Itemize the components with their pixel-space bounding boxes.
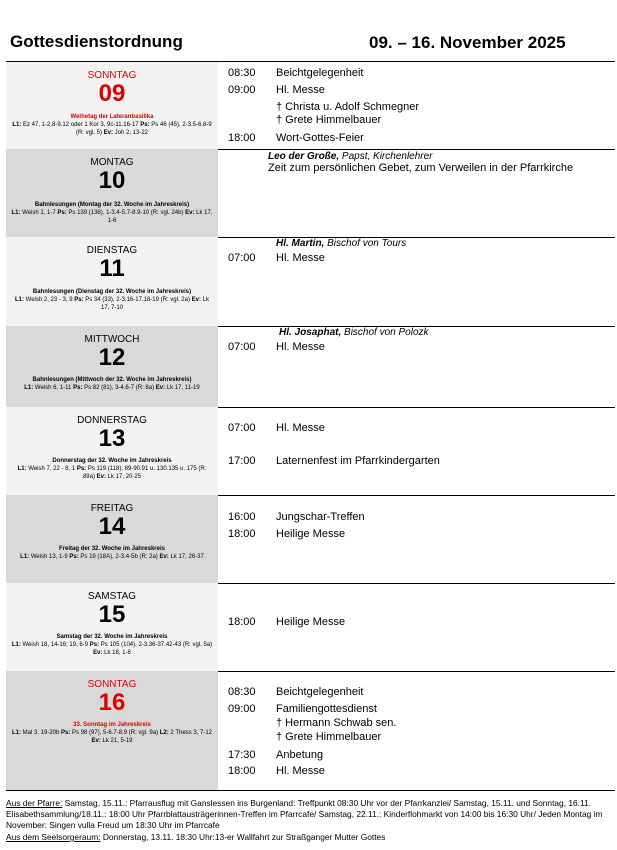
liturgical-day: Bahnlesungen (Montag der 32. Woche im Jahreskreis) bbox=[34, 202, 190, 208]
weekday-label: DIENSTAG bbox=[86, 245, 138, 256]
day-cell bbox=[6, 495, 218, 583]
pastoral-area-label: Aus dem Seelsorgeraum: bbox=[6, 832, 101, 842]
day-cell bbox=[6, 407, 218, 495]
day-number: 16 bbox=[98, 689, 126, 716]
event-title: Hl. Messe bbox=[276, 341, 325, 353]
day-cell bbox=[6, 326, 218, 407]
weekday-label: FREITAG bbox=[90, 503, 134, 514]
liturgical-day: Bahnlesungen (Mittwoch der 32. Woche im Jahreskreis) bbox=[32, 377, 192, 383]
weekday-label: SONNTAG bbox=[87, 679, 137, 690]
liturgical-day: Weihetag der Lateranbasilika bbox=[70, 114, 154, 120]
event-title: Hl. Messe bbox=[276, 765, 325, 777]
day-row-sonntag-09 bbox=[6, 62, 615, 150]
liturgical-day: Samstag der 32. Woche im Jahreskreis bbox=[56, 634, 168, 640]
day-cell bbox=[6, 671, 218, 790]
mass-intention: † Hermann Schwab sen. bbox=[276, 717, 397, 729]
event-time: 18:00 bbox=[228, 528, 256, 540]
day-row-montag-10 bbox=[6, 149, 615, 238]
readings: L1: Weish 1, 1-7 Ps: Ps 139 (138), 1-3.4-5.7-8.9-10 (R: vgl. 24b) Ev: Lk 17, 1-6 bbox=[11, 210, 213, 224]
day-row-donnerstag-13 bbox=[6, 407, 615, 496]
day-cell bbox=[6, 62, 218, 149]
event-title: Anbetung bbox=[276, 749, 324, 761]
event-title: Beichtgelegenheit bbox=[276, 686, 364, 698]
mass-intention: † Grete Himmelbauer bbox=[276, 731, 382, 743]
event-time: 08:30 bbox=[228, 686, 256, 698]
event-time: 17:30 bbox=[228, 749, 256, 761]
event-time: 07:00 bbox=[228, 422, 256, 434]
liturgical-day: Bahnlesungen (Dienstag der 32. Woche im Jahreskreis) bbox=[32, 289, 192, 295]
event-time: 18:00 bbox=[228, 616, 256, 628]
event-time: 09:00 bbox=[228, 703, 256, 715]
page-title: Gottesdienstordnung bbox=[10, 32, 183, 51]
parish-text: Samstag, 15.11.: Pfarrausflug mit Ganslessen ins Burgenland: Treffpunkt 08:30 Uhr vor der Pfarrkanzlei/ Samstag, 15.11. und Sonntag, 16.11. Elisabethsammlung/18.11.: 18:00 Uhr Pfarrblattausträgerinnen-Treffen im Pfarrcafe/ Samstag, 22.11.: Kinderflohmarkt von 14:00 bis 16:30 Uhr/ Jeden Montag im November: Singen vulla Freud um 18:30 Uhr im Pfarrcafe bbox=[6, 798, 603, 830]
liturgical-day: 33. Sonntag im Jahreskreis bbox=[73, 722, 151, 728]
event-title: Jungschar-Treffen bbox=[276, 511, 365, 523]
event-title: Hl. Messe bbox=[276, 84, 325, 96]
day-row-sonntag-16 bbox=[6, 671, 615, 790]
event-time: 08:30 bbox=[228, 67, 256, 79]
readings: L1: Mal 3, 19-20b Ps: Ps 98 (97), 5-6.7-8.9 (R: vgl. 9a) L2: 2 Thess 3, 7-12 Ev: Lk 21, 5-19 bbox=[12, 730, 212, 744]
event-time: 18:00 bbox=[228, 132, 256, 144]
day-number: 15 bbox=[98, 601, 126, 628]
event-title: Heilige Messe bbox=[276, 528, 346, 540]
event-title: Familiengottesdienst bbox=[276, 703, 377, 715]
saint-of-day: Hl. Josaphat, Bischof von Polozk bbox=[279, 327, 429, 338]
event-time: 09:00 bbox=[228, 84, 256, 96]
day-number: 13 bbox=[98, 425, 126, 452]
weekday-label: MONTAG bbox=[90, 157, 134, 168]
parish-label: Aus der Pfarre: bbox=[6, 798, 63, 808]
liturgical-day: Donnerstag der 32. Woche im Jahreskreis bbox=[52, 458, 172, 464]
day-number: 12 bbox=[98, 344, 126, 371]
footer-divider bbox=[6, 790, 615, 791]
event-time: 17:00 bbox=[228, 455, 256, 467]
pastoral-area-text: Donnerstag, 13.11. 18:30 Uhr:13-er Wallfahrt zur Straßganger Mutter Gottes bbox=[100, 832, 386, 842]
event-title: Wort-Gottes-Feier bbox=[276, 132, 364, 144]
day-number: 14 bbox=[98, 513, 126, 540]
day-row-mittwoch-12 bbox=[6, 326, 615, 408]
day-row-freitag-14 bbox=[6, 495, 615, 584]
event-title: Hl. Messe bbox=[276, 252, 325, 264]
day-row-dienstag-11 bbox=[6, 237, 615, 327]
event-time: 16:00 bbox=[228, 511, 256, 523]
event-time: 07:00 bbox=[228, 252, 256, 264]
mass-intention: † Grete Himmelbauer bbox=[276, 114, 382, 126]
saint-of-day: Hl. Martin, Bischof von Tours bbox=[276, 238, 407, 249]
day-number: 11 bbox=[99, 255, 125, 282]
weekday-label: SONNTAG bbox=[87, 70, 137, 81]
weekday-label: MITTWOCH bbox=[84, 334, 140, 345]
day-number: 09 bbox=[98, 80, 126, 107]
readings: L1: Weish 13, 1-9 Ps: Ps 19 (18A), 2-3.4-5b (R: 2a) Ev: Lk 17, 26-37 bbox=[20, 554, 204, 560]
weekday-label: SAMSTAG bbox=[87, 591, 137, 602]
readings: L1: Weish 2, 23 - 3, 9 Ps: Ps 34 (33), 2-3.16-17.18-19 (R: vgl. 2a) Ev: Lk 17, 7-10 bbox=[14, 297, 209, 311]
saint-of-day: Leo der Große, Papst, Kirchenlehrer bbox=[268, 151, 433, 162]
readings: L1: Weish 7, 22 - 8, 1 Ps: Ps 119 (118), 89-90.91 u. 130.135 u. 175 (R: 89a) Ev: Lk 17, 20-25 bbox=[17, 466, 207, 480]
event-title: Hl. Messe bbox=[276, 422, 325, 434]
date-range: 09. – 16. November 2025 bbox=[369, 33, 566, 52]
day-cell bbox=[6, 237, 218, 326]
day-cell bbox=[6, 583, 218, 671]
readings: L1: Weish 6, 1-11 Ps: Ps 82 (81), 3-4.6-7 (R: 8a) Ev: Lk 17, 11-19 bbox=[24, 385, 200, 391]
readings: L1: Ez 47, 1-2.8-9.12 oder 1 Kor 3, 9c-11.16-17 Ps: Ps 46 (45), 2-3.5-6.8-9 (R: vgl. 5) Ev: Joh 2, 13-22 bbox=[12, 122, 212, 136]
event-title: Laternenfest im Pfarrkindergarten bbox=[276, 455, 440, 467]
event-title: Heilige Messe bbox=[276, 616, 346, 628]
day-note: Zeit zum persönlichen Gebet, zum Verweilen in der Pfarrkirche bbox=[268, 162, 574, 174]
day-row-samstag-15 bbox=[6, 583, 615, 672]
pastoral-area-announcements bbox=[6, 832, 611, 843]
mass-intention: † Christa u. Adolf Schmegner bbox=[276, 101, 420, 113]
liturgical-day: Freitag der 32. Woche im Jahreskreis bbox=[59, 546, 165, 552]
readings: L1: Weish 18, 14-16; 19, 6-9 Ps: Ps 105 (104), 2-3.36-37.42-43 (R: vgl. 5a) Ev: Lk 18, 1-8 bbox=[11, 642, 213, 656]
parish-announcements bbox=[6, 798, 611, 831]
weekday-label: DONNERSTAG bbox=[77, 415, 147, 426]
event-time: 07:00 bbox=[228, 341, 256, 353]
day-cell bbox=[6, 149, 218, 237]
day-number: 10 bbox=[98, 167, 126, 194]
event-time: 18:00 bbox=[228, 765, 256, 777]
event-title: Beichtgelegenheit bbox=[276, 67, 364, 79]
